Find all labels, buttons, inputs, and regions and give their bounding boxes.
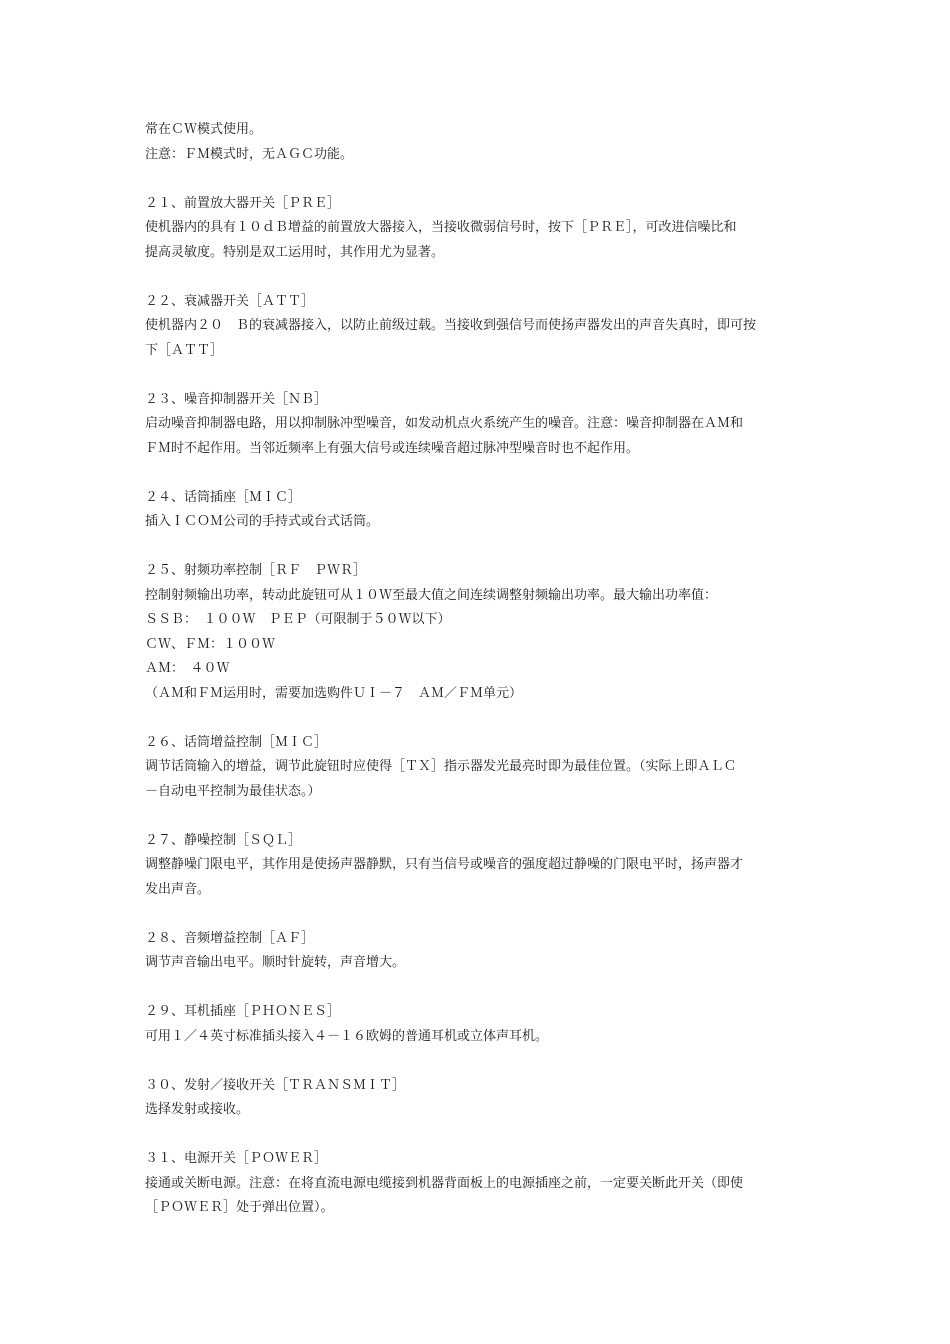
section-heading: ２６、话筒增益控制［ＭＩＣ］ xyxy=(145,734,328,750)
section-heading: ２３、噪音抑制器开关［ＮＢ］ xyxy=(145,391,328,407)
section-29 xyxy=(145,1000,817,1049)
section-gap xyxy=(145,804,817,829)
section-heading: ２８、音频增益控制［ＡＦ］ xyxy=(145,930,315,946)
section-gap xyxy=(145,902,817,927)
section-gap xyxy=(145,363,817,388)
section-body-line: 选择发射或接收。 xyxy=(145,1102,250,1117)
section-24 xyxy=(145,486,817,535)
section-31 xyxy=(145,1147,817,1221)
section-body-line: 使机器内２０ Ｂ的衰减器接入，以防止前级过载。当接收到强信号而使扬声器发出的声音失真时，即可按 xyxy=(145,318,757,333)
section-gap xyxy=(145,535,817,560)
section-26 xyxy=(145,731,817,805)
section-body-line: 使机器内的具有１０ｄＢ增益的前置放大器接入，当接收微弱信号时，按下［ＰＲＥ］，可改进信噪比和 xyxy=(145,220,737,235)
section-body-line: ［ＰＯＷＥＲ］处于弹出位置）。 xyxy=(145,1200,334,1215)
section-21 xyxy=(145,192,817,266)
section-body-line: 下［ＡＴＴ］ xyxy=(145,342,224,358)
section-heading: ２１、前置放大器开关［ＰＲＥ］ xyxy=(145,195,341,211)
section-body-line: 调节声音输出电平。顺时针旋转，声音增大。 xyxy=(145,955,406,970)
section-heading: ２９、耳机插座［ＰＨＯＮＥＳ］ xyxy=(145,1004,341,1019)
section-heading: ２５、射频功率控制［ＲＦ ＰＷＲ］ xyxy=(145,563,367,578)
section-body-line: 提高灵敏度。特别是双工运用时，其作用尤为显著。 xyxy=(145,244,445,260)
section-gap xyxy=(145,461,817,486)
section-23 xyxy=(145,388,817,462)
section-gap xyxy=(145,167,817,192)
section-25 xyxy=(145,559,817,706)
section-body-line: 调节话筒输入的增益，调节此旋钮时应使得［ＴＸ］指示器发光最亮时即为最佳位置。（实际上即ＡＬＣ xyxy=(145,759,737,774)
section-body-line: ＡＭ： ４０Ｗ xyxy=(145,661,230,676)
section-body-line: －自动电平控制为最佳状态。） xyxy=(145,783,321,799)
intro-line-1: 常在ＣＷ模式使用。 xyxy=(145,122,263,137)
section-heading: ２７、静噪控制［ＳＱＬ］ xyxy=(145,832,302,848)
section-gap xyxy=(145,976,817,1001)
section-heading: ３１、电源开关［ＰＯＷＥＲ］ xyxy=(145,1151,328,1166)
section-body-line: 发出声音。 xyxy=(145,881,211,897)
section-heading: ３０、发射／接收开关［ＴＲＡＮＳＭＩＴ］ xyxy=(145,1077,406,1093)
section-body-line: ＣＷ、ＦＭ：１００Ｗ xyxy=(145,636,276,652)
section-body-line: ＦＭ时不起作用。当邻近频率上有强大信号或连续噪音超过脉冲型噪音时也不起作用。 xyxy=(145,440,640,456)
section-27 xyxy=(145,829,817,903)
document-page xyxy=(145,118,817,1221)
section-22 xyxy=(145,290,817,364)
section-body-line: 可用１／４英寸标准插头接入４－１６欧姆的普通耳机或立体声耳机。 xyxy=(145,1028,549,1044)
section-gap xyxy=(145,1123,817,1148)
section-30 xyxy=(145,1074,817,1123)
section-body-line: ＳＳＢ： １００Ｗ ＰＥＰ（可限制于５０Ｗ以下） xyxy=(145,612,451,627)
section-gap xyxy=(145,265,817,290)
section-body-line: 接通或关断电源。注意：在将直流电源电缆接到机器背面板上的电源插座之前，一定要关断此开关（即使 xyxy=(145,1175,744,1191)
section-body-line: 调整静噪门限电平，其作用是使扬声器静默，只有当信号或噪音的强度超过静噪的门限电平时，扬声器才 xyxy=(145,857,744,872)
section-body-line: 启动噪音抑制器电路，用以抑制脉冲型噪音，如发动机点火系统产生的噪音。注意：噪音抑制器在ＡＭ和 xyxy=(145,416,744,431)
section-body-line: （ＡＭ和ＦＭ运用时，需要加选购件ＵＩ－７ ＡＭ／ＦＭ单元） xyxy=(145,685,523,701)
section-28 xyxy=(145,927,817,976)
section-gap xyxy=(145,1049,817,1074)
section-heading: ２４、话筒插座［ＭＩＣ］ xyxy=(145,489,302,505)
section-heading: ２２、衰减器开关［ＡＴＴ］ xyxy=(145,293,315,309)
section-body-line: 控制射频输出功率，转动此旋钮可从１０Ｗ至最大值之间连续调整射频输出功率。最大输出功率值： xyxy=(145,587,718,603)
section-body-line: 插入ＩＣＯＭ公司的手持式或台式话筒。 xyxy=(145,514,380,529)
section-gap xyxy=(145,706,817,731)
intro-line-2: 注意：ＦＭ模式时，无ＡＧＣ功能。 xyxy=(145,146,354,162)
